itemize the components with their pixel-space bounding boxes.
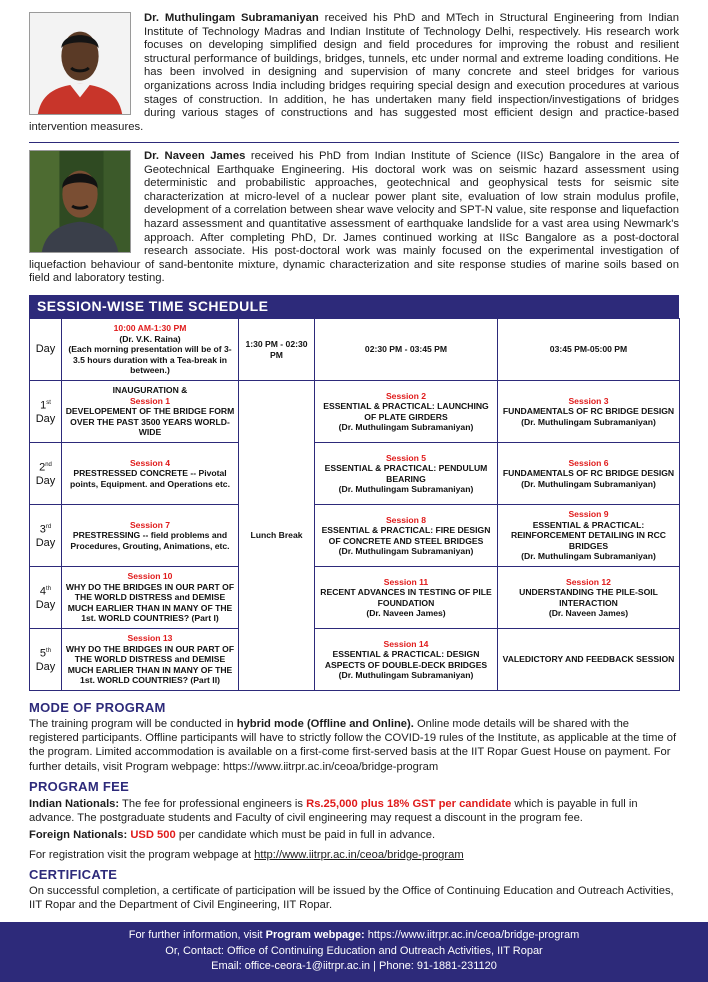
afternoon-session-cell: Session 2 ESSENTIAL & PRACTICAL: LAUNCHING OF PLATE GIRDERS (Dr. Muthulingam Subramaniyan): [315, 381, 498, 443]
person-portrait-icon: [30, 151, 130, 252]
late-session-cell: Session 9 ESSENTIAL & PRACTICAL: REINFORCEMENT DETAILING IN RCC BRIDGES (Dr. Muthulingam Subramaniyan): [498, 505, 680, 567]
divider: [29, 142, 679, 143]
morning-session-cell: Session 13 WHY DO THE BRIDGES IN OUR PART OF THE WORLD DISTRESS and DEMISE MUCH EARLIER THAN IN MANY OF THE 1st. WORLD COUNTRIES? (Part II): [62, 629, 239, 691]
fee-title: PROGRAM FEE: [29, 779, 130, 794]
photo-james: [29, 150, 131, 253]
bio-text: received his PhD from Indian Institute of Science (IISc) Bangalore in the area of Geotechnical Earthquake Engineering. His doctoral work was on seismic hazard assessment using deterministic and probabilistic approaches, geotechnical and geophysical tests for seismic site characterization at micro-level of a nuclear power plant site, evaluation of low strain modulus profile, development of a correlation between shear wave velocity and SPT-N value, site response and liquefaction hazard assessment and quantitative assessment of earthquake landslide for a vast area using Newmark's approach. After completing PhD, Dr. James continued working at IISc Bangalore as a post-doctoral research associate. His post-doctoral work was mainly focused on the experimental investigation of liquefaction behaviour of sand-bentonite mixture, dynamic characterization and site response studies of marine soils based on field and laboratory testing.: [29, 150, 679, 285]
morning-session-cell: INAUGURATION & Session 1 DEVELOPEMENT OF THE BRIDGE FORM OVER THE PAST 3500 YEARS WORLD- WIDE: [62, 381, 239, 443]
bio-name: Dr. Naveen James: [144, 150, 246, 162]
afternoon-session-cell: Session 8 ESSENTIAL & PRACTICAL: FIRE DESIGN OF CONCRETE AND STEEL BRIDGES (Dr. Muthulingam Subramaniyan): [315, 505, 498, 567]
bio-name: Dr. Muthulingam Subramaniyan: [144, 12, 319, 24]
late-session-cell: Session 6 FUNDAMENTALS OF RC BRIDGE DESIGN (Dr. Muthulingam Subramaniyan): [498, 443, 680, 505]
fee-registration: For registration visit the program webpage at http://www.iitrpr.ac.in/ceoa/bridge-program: [29, 849, 464, 861]
day-cell: 1st Day: [30, 381, 62, 443]
footer-line-2: Or, Contact: Office of Continuing Education and Outreach Activities, IIT Ropar: [165, 944, 543, 957]
photo-subramaniyan: [29, 12, 131, 115]
day-cell: 5th Day: [30, 629, 62, 691]
registration-link[interactable]: http://www.iitrpr.ac.in/ceoa/bridge-program: [254, 849, 464, 861]
certificate-paragraph: On successful completion, a certificate of participation will be issued by the Office of Continuing Education and Outreach Activities, IIT Ropar and the Department of Civil Engineering, IIT Ropar.: [29, 885, 674, 912]
valedictory-cell: VALEDICTORY AND FEEDBACK SESSION: [498, 629, 680, 691]
table-row: [30, 629, 680, 691]
bio-text: received his PhD and MTech in Structural Engineering from Indian Institute of Technology Madras and Indian Institute of Technology Delhi, respectively. His research work focuses on developing simplified design and field procedures for improving the robust and resilient structural performance of buildings, bridges, tunnels, etc under normal and extreme loading conditions. He has been involved in designing and supervision of many concrete and steel bridges for various organizations across India including bridges requiring special design and execution procedures at various stages of construction. In addition, he has undertaken many field inspection/investigations of bridges during various stages of constructions and has suggested most efficient design and practice-based intervention measures.: [29, 12, 679, 133]
certificate-title: CERTIFICATE: [29, 867, 118, 882]
morning-session-cell: Session 7 PRESTRESSING -- field problems and Procedures, Grouting, Animations, etc.: [62, 505, 239, 567]
late-session-cell: Session 3 FUNDAMENTALS OF RC BRIDGE DESIGN (Dr. Muthulingam Subramaniyan): [498, 381, 680, 443]
bio-subramaniyan: [29, 12, 679, 134]
day-header: Day: [30, 319, 62, 381]
schedule-table: [29, 318, 680, 691]
header-morning: 10:00 AM-1:30 PM (Dr. V.K. Raina) (Each morning presentation will be of 3-3.5 hours duration with a Tea-break in between.): [62, 319, 239, 381]
header-afternoon-2: 03:45 PM-05:00 PM: [498, 319, 680, 381]
lunch-break-cell: Lunch Break: [239, 381, 315, 691]
table-row: [30, 443, 680, 505]
header-lunch-time: 1:30 PM - 02:30 PM: [239, 319, 315, 381]
mode-title: MODE OF PROGRAM: [29, 700, 166, 715]
table-row: [30, 381, 680, 443]
footer-line-1: For further information, visit Program webpage: https://www.iitrpr.ac.in/ceoa/bridge-program: [128, 929, 580, 941]
person-portrait-icon: [30, 13, 130, 114]
footer-line-3: Email: office-ceora-1@iitrpr.ac.in | Phone: 91-1881-231120: [211, 960, 497, 972]
fee-foreign: Foreign Nationals: USD 500 per candidate which must be paid in full in advance.: [29, 829, 436, 841]
afternoon-session-cell: Session 14 ESSENTIAL & PRACTICAL: DESIGN ASPECTS OF DOUBLE-DECK BRIDGES (Dr. Muthulingam Subramaniyan): [315, 629, 498, 691]
mode-paragraph: The training program will be conducted in hybrid mode (Offline and Online). Online mode details will be shared with the registered participants. Offline participants will have to strictly follow the COVID-19 rules of the Institute, as applicable at the time of the program. Limited accommodation is available on a first-come first-served basis at the IIT Ropar Guest House on payment. For further details, visit Program webpage: https://www.iitrpr.ac.in/ceoa/bridge-program: [29, 718, 677, 773]
header-afternoon-1: 02:30 PM - 03:45 PM: [315, 319, 498, 381]
table-header-row: [30, 319, 680, 381]
day-cell: 2nd Day: [30, 443, 62, 505]
table-row: [30, 505, 680, 567]
afternoon-session-cell: Session 11 RECENT ADVANCES IN TESTING OF PILE FOUNDATION (Dr. Naveen James): [315, 567, 498, 629]
late-session-cell: Session 12 UNDERSTANDING THE PILE-SOIL INTERACTION (Dr. Naveen James): [498, 567, 680, 629]
day-cell: 3rd Day: [30, 505, 62, 567]
morning-session-cell: Session 10 WHY DO THE BRIDGES IN OUR PART OF THE WORLD DISTRESS and DEMISE MUCH EARLIER THAN IN MANY OF THE 1st. WORLD COUNTRIES? (Part I): [62, 567, 239, 629]
afternoon-session-cell: Session 5 ESSENTIAL & PRACTICAL: PENDULUM BEARING (Dr. Muthulingam Subramaniyan): [315, 443, 498, 505]
table-row: [30, 567, 680, 629]
footer: [0, 922, 708, 982]
bio-james: [29, 150, 679, 286]
fee-indian: Indian Nationals: The fee for professional engineers is Rs.25,000 plus 18% GST per candidate which is payable in full in advance. The postgraduate students and Faculty of civil engineering may request a discount in the program fee.: [29, 798, 638, 825]
morning-session-cell: Session 4 PRESTRESSED CONCRETE -- Pivotal points, Equipment. and Operations etc.: [62, 443, 239, 505]
day-cell: 4th Day: [30, 567, 62, 629]
schedule-title: SESSION-WISE TIME SCHEDULE: [29, 295, 679, 318]
